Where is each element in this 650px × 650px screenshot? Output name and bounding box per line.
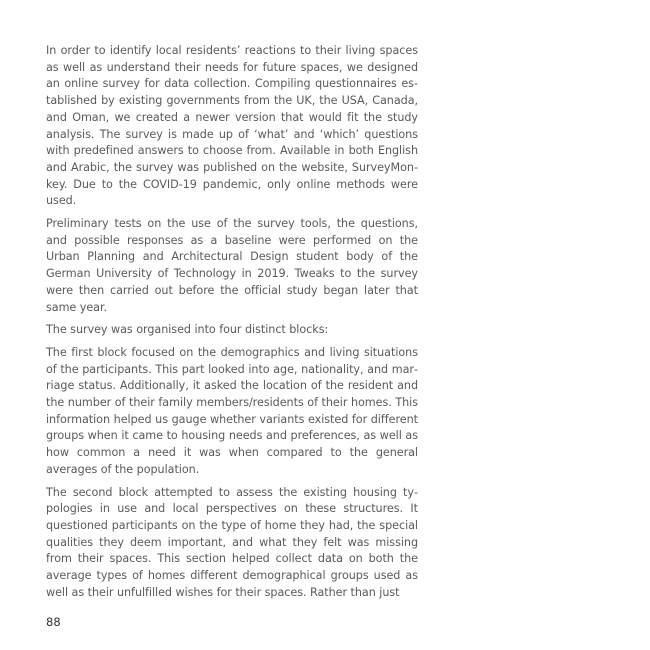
body-text xyxy=(46,43,418,602)
page-number: 88 xyxy=(46,615,61,629)
paragraph-second-block: The second block attempted to assess the existing housing typologies in use and local perspectives on these structures. It questioned participants on the type of home they had, the special qualities they deem important, and what they felt was missing from their spaces. This section helped collect data on both the average types of homes different demographical groups used as well as their unfulfilled wishes for their spaces. Rather than just xyxy=(46,485,418,599)
paragraph-first-block: The first block focused on the demographics and living situations of the participants. This part looked into age, nationality, and marriage status. Additionally, it asked the location of the resident and the number of their family members/residents of their homes. This information helped us gauge whether variants existed for different groups when it came to housing needs and preferences, as well as how common a need it was when compared to the general averages of the population. xyxy=(46,345,418,476)
paragraph-survey-blocks-intro: The survey was organised into four distinct blocks: xyxy=(46,323,329,337)
paragraph-preliminary-tests: Preliminary tests on the use of the survey tools, the questions, and possible responses as a baseline were performed on the Urban Planning and Architectural Design student body of the German University of Technology in 2019. Tweaks to the survey were then carried out before the official study began later that same year. xyxy=(46,217,418,314)
paragraph-survey-design: In order to identify local residents’ reactions to their living spaces as well as understand their needs for future spaces, we designed an online survey for data collection. Compiling questionnaires established by existing governments from the UK, the USA, Canada, and Oman, we created a newer version that would fit the study analysis. The survey is made up of ‘what’ and ‘which’ questions with predefined answers to choose from. Available in both English and Arabic, the survey was published on the website, SurveyMonkey. Due to the COVID-19 pandemic, only online methods were used. xyxy=(46,44,418,208)
